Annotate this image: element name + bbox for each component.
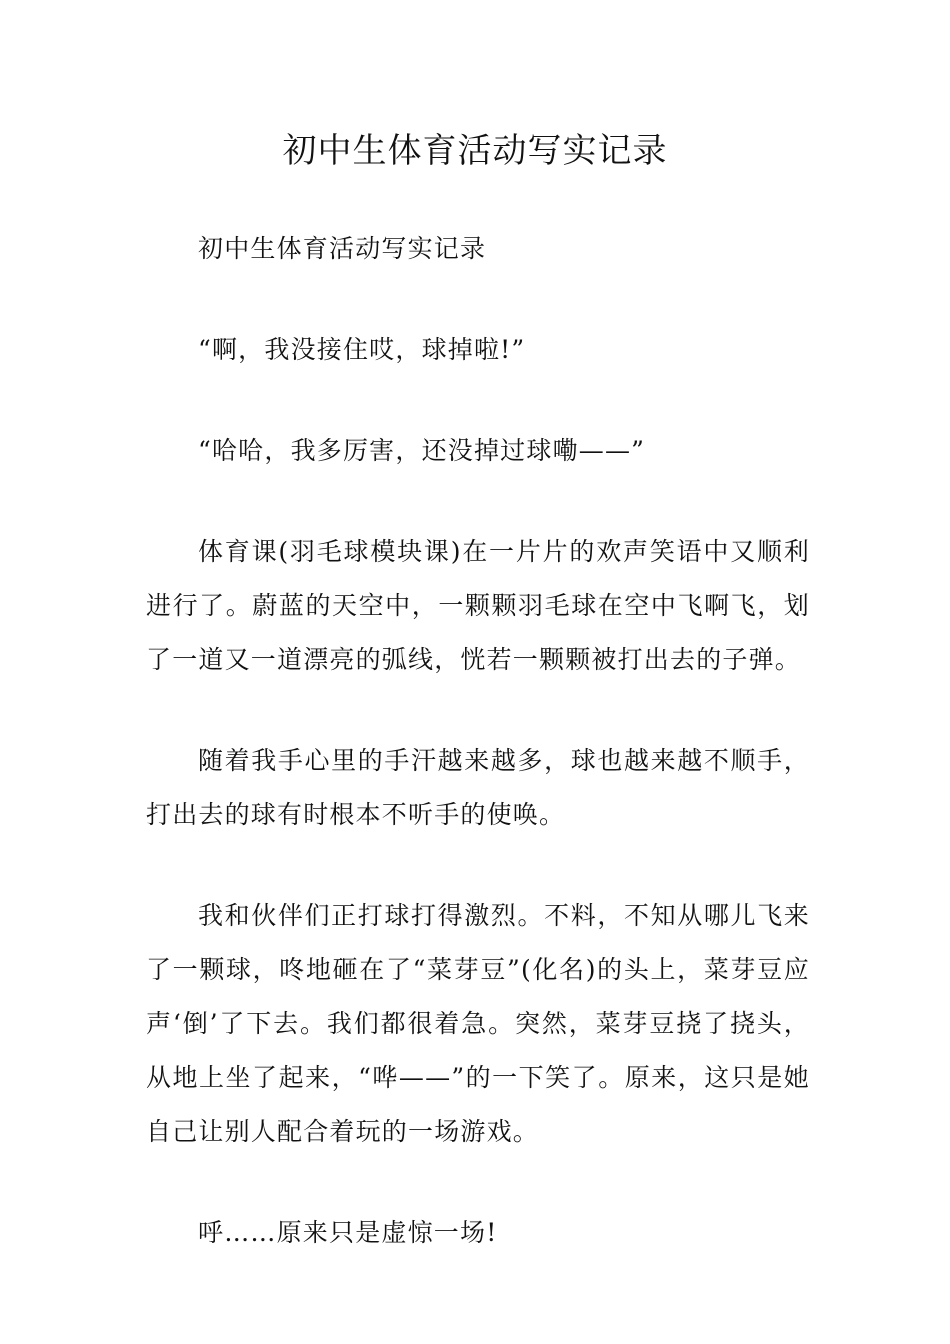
document-body <box>146 222 810 1307</box>
paragraph-pe-class: 体育课(羽毛球模块课)在一片片的欢声笑语中又顺利进行了。蔚蓝的天空中，一颗颗羽毛球在空中飞啊飞，划了一道又一道漂亮的弧线，恍若一颗颗被打出去的子弹。 <box>146 537 810 674</box>
paragraph-dialogue-1: “啊，我没接住哎，球掉啦!” <box>198 335 526 364</box>
paragraph-dialogue-2: “哈哈，我多厉害，还没掉过球嘞——” <box>198 436 646 465</box>
document-title: 初中生体育活动写实记录 <box>282 131 668 171</box>
paragraph-relief: 呼……原来只是虚惊一场! <box>198 1218 498 1247</box>
paragraph-subtitle: 初中生体育活动写实记录 <box>198 234 487 263</box>
paragraph-game-incident: 我和伙伴们正打球打得激烈。不料，不知从哪儿飞来了一颗球，咚地砸在了“菜芽豆”(化名)的头上，菜芽豆应声‘倒’了下去。我们都很着急。突然，菜芽豆挠了挠头，从地上坐了起来，“哗——”的一下笑了。原来，这只是她自己让别人配合着玩的一场游戏。 <box>146 901 810 1146</box>
paragraph-sweaty-hands: 随着我手心里的手汗越来越多，球也越来越不顺手，打出去的球有时根本不听手的使唤。 <box>146 746 810 829</box>
